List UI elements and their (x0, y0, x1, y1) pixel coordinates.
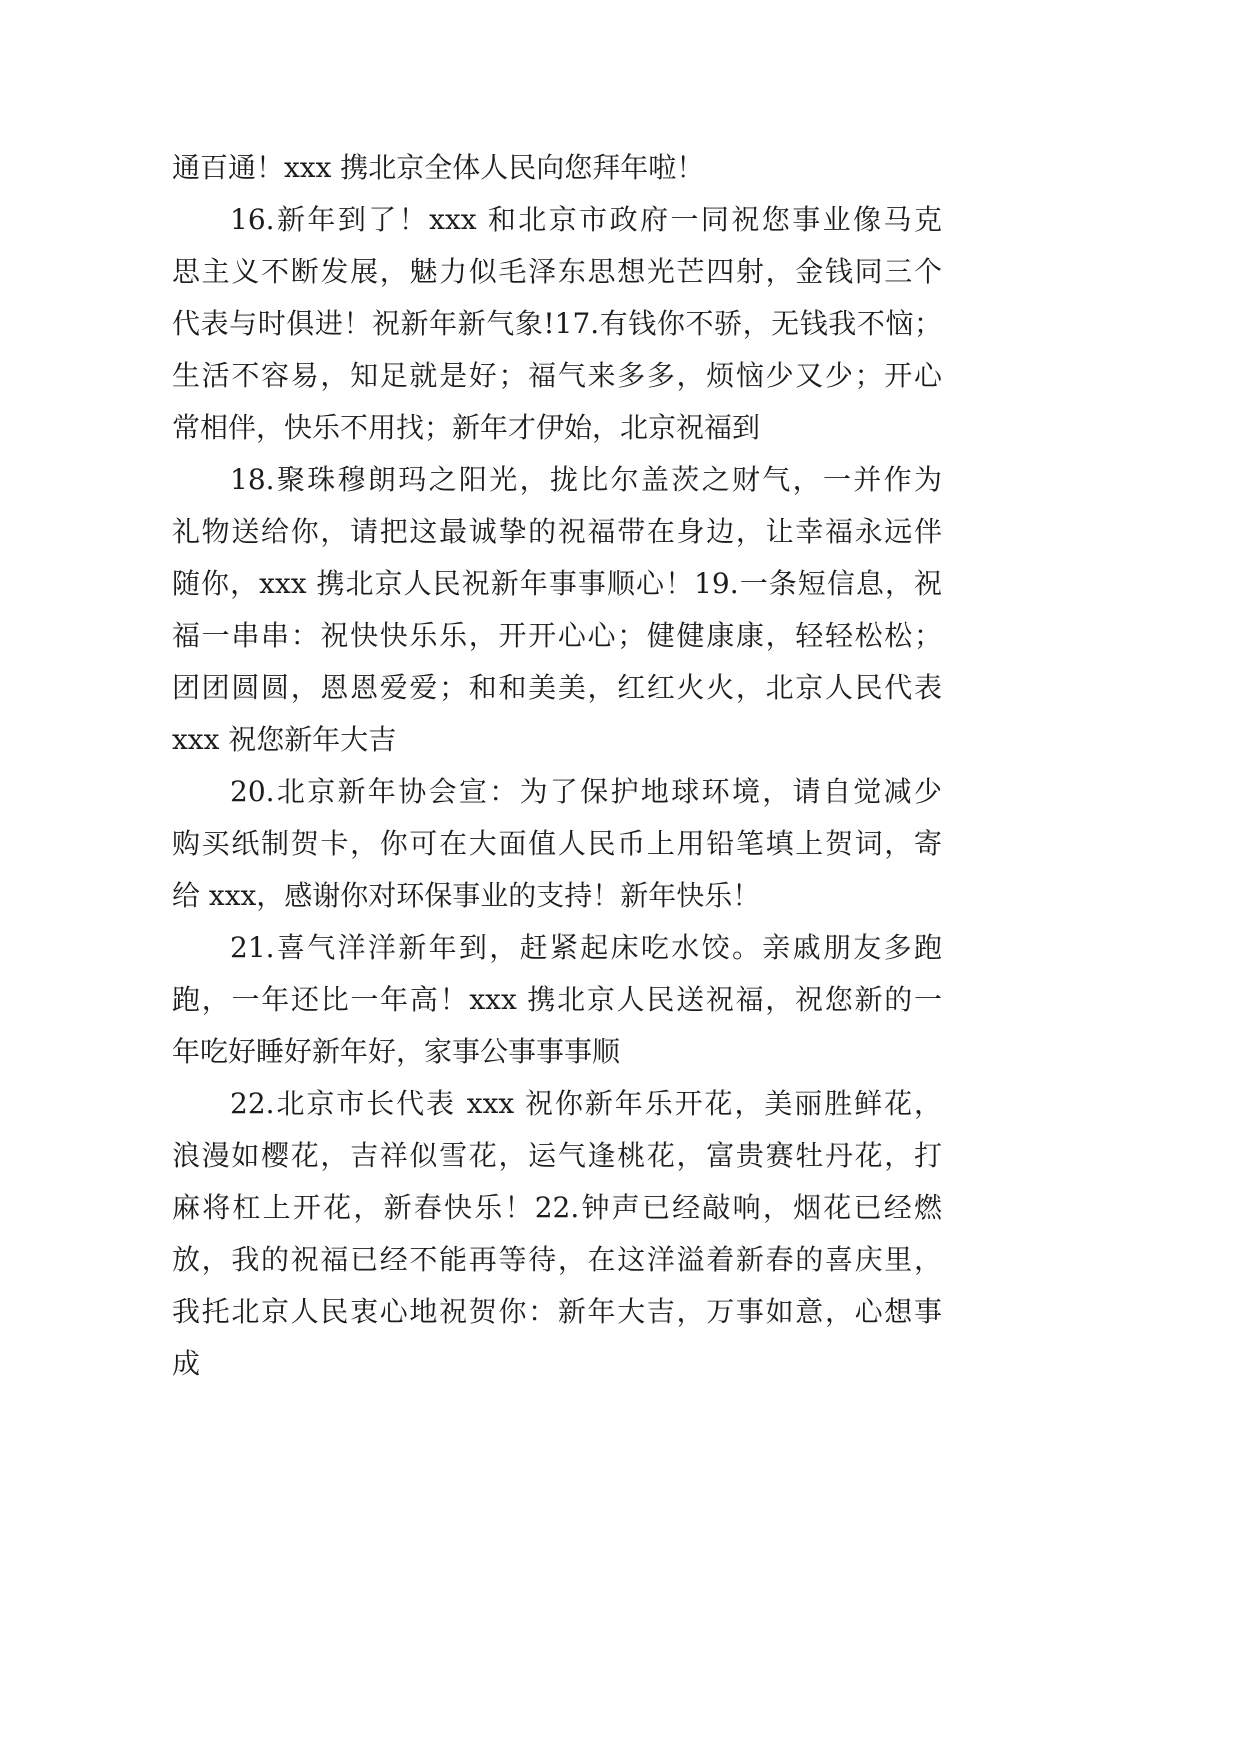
text-line: 年吃好睡好新年好，家事公事事事顺 (172, 1035, 621, 1068)
text-line: 团团圆圆，恩恩爱爱；和和美美，红红火火，北京人民代表 (172, 671, 942, 704)
text-line: 21.喜气洋洋新年到，赶紧起床吃水饺。亲戚朋友多跑 (230, 931, 942, 964)
text-line: 思主义不断发展，魅力似毛泽东思想光芒四射，金钱同三个 (172, 255, 942, 288)
text-line: 16.新年到了！xxx 和北京市政府一同祝您事业像马克 (230, 203, 942, 236)
text-line: 跑，一年还比一年高！xxx 携北京人民送祝福，祝您新的一 (172, 983, 942, 1016)
text-line: 浪漫如樱花，吉祥似雪花，运气逢桃花，富贵赛牡丹花，打 (172, 1139, 942, 1172)
text-line: 常相伴，快乐不用找；新年才伊始，北京祝福到 (172, 411, 761, 444)
paragraph-20 (172, 766, 942, 922)
text-line: 成 (172, 1347, 201, 1380)
text-line: 18.聚珠穆朗玛之阳光，拢比尔盖茨之财气，一并作为 (230, 463, 942, 496)
paragraph-16 (172, 194, 942, 454)
text-line: 20.北京新年协会宣：为了保护地球环境，请自觉减少 (230, 775, 942, 808)
paragraph-18 (172, 454, 942, 766)
document-body (172, 142, 942, 1390)
text-line: 我托北京人民衷心地祝贺你：新年大吉，万事如意，心想事 (172, 1295, 942, 1328)
text-line: 麻将杠上开花，新春快乐！22.钟声已经敲响，烟花已经燃 (172, 1191, 942, 1224)
text-line: 22.北京市长代表 xxx 祝你新年乐开花，美丽胜鲜花， (230, 1087, 942, 1120)
text-line: 随你，xxx 携北京人民祝新年事事顺心！19.一条短信息，祝 (172, 567, 942, 600)
paragraph-22 (172, 1078, 942, 1390)
paragraph-21 (172, 922, 942, 1078)
text-line: 礼物送给你，请把这最诚挚的祝福带在身边，让幸福永远伴 (172, 515, 942, 548)
text-line: 给 xxx，感谢你对环保事业的支持！新年快乐！ (172, 879, 761, 912)
text-line: 福一串串：祝快快乐乐，开开心心；健健康康，轻轻松松； (172, 619, 942, 652)
text-line: 购买纸制贺卡，你可在大面值人民币上用铅笔填上贺词，寄 (172, 827, 942, 860)
text-line: 通百通！xxx 携北京全体人民向您拜年啦！ (172, 151, 705, 184)
text-line: 生活不容易，知足就是好；福气来多多，烦恼少又少；开心 (172, 359, 942, 392)
paragraph-continued (172, 142, 942, 194)
text-line: 放，我的祝福已经不能再等待，在这洋溢着新春的喜庆里， (172, 1243, 942, 1276)
text-line: 代表与时俱进！祝新年新气象!17.有钱你不骄，无钱我不恼； (172, 307, 942, 340)
text-line: xxx 祝您新年大吉 (172, 723, 397, 756)
